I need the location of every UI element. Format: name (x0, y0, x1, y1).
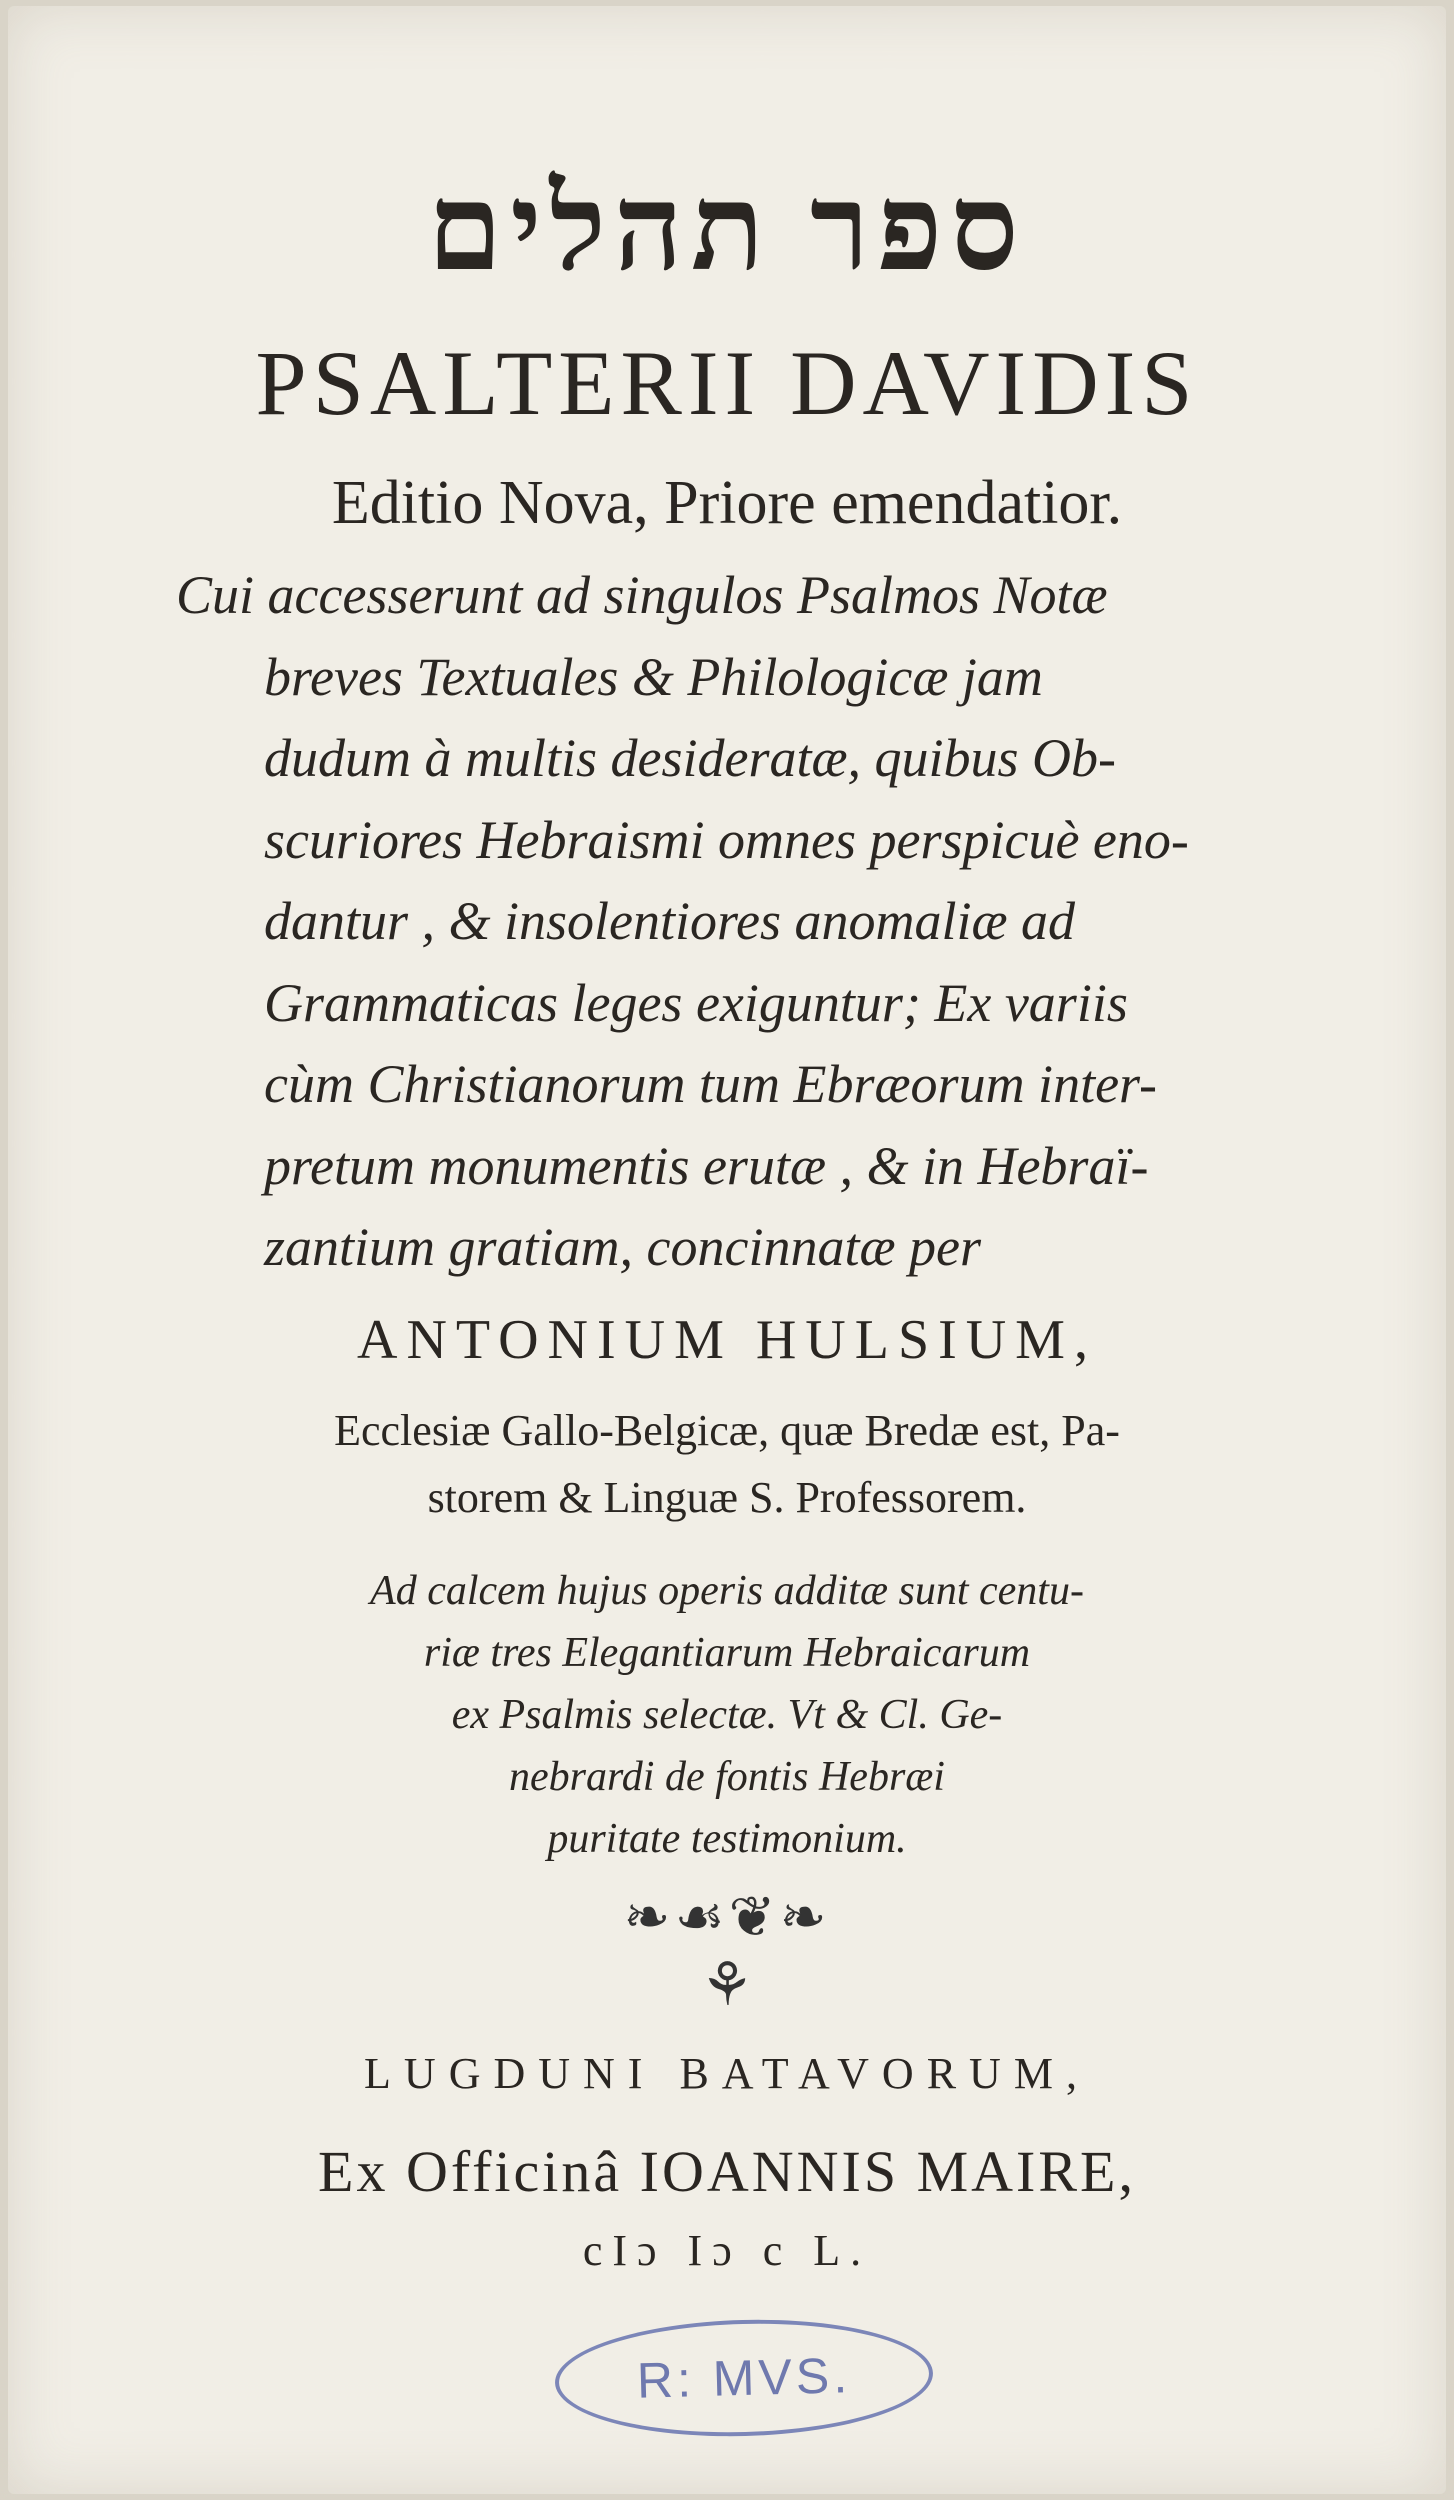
author-name: ANTONIUM HULSIUM, (357, 1309, 1097, 1371)
additional-line: puritate testimonium. (547, 1816, 907, 1862)
description-line: scuriores Hebraismi omnes perspicuè eno- (264, 809, 1189, 870)
author-office-line: storem & Linguæ S. Professorem. (427, 1473, 1027, 1522)
library-stamp: R: MVS. (554, 2315, 935, 2441)
additional-line: nebrardi de fontis Hebræi (509, 1754, 945, 1800)
imprint-publisher: Ex Officinâ IOANNIS MAIRE, (318, 2139, 1136, 2204)
additional-line: ex Psalmis selectæ. Vt & Cl. Ge- (451, 1692, 1003, 1738)
ornament-icon: ❧☙❦❧ (623, 1887, 831, 1949)
imprint-year: cIɔ Iɔ c L. (582, 2226, 872, 2275)
flourish-icon: ⚘ (700, 1952, 754, 2018)
edition-line: Editio Nova, Priore emendatior. (331, 469, 1123, 537)
description-line: Grammaticas leges exiguntur; Ex variis (264, 972, 1128, 1033)
additional-line: riæ tres Elegantiarum Hebraicarum (423, 1630, 1031, 1676)
description-line: zantium gratiam, concinnatæ per (264, 1217, 981, 1277)
description-line: breves Textuales & Philologicæ jam (264, 646, 1043, 707)
additional-contents (0, 1560, 1454, 1870)
main-title: PSALTERII DAVIDIS (255, 332, 1199, 434)
imprint-city: LUGDUNI BATAVORUM, (364, 2049, 1090, 2098)
description-line: dudum à multis desideratæ, quibus Ob- (264, 728, 1117, 788)
description-line: pretum monumentis erutæ , & in Hebraï- (264, 1135, 1149, 1196)
description-line: Cui accesserunt ad singulos Psalmos Notæ (176, 565, 1108, 625)
description-line: cùm Christianorum tum Ebræorum inter- (264, 1054, 1157, 1114)
hebrew-title: ספר תהלים (427, 162, 1027, 295)
description-line: dantur , & insolentiores anomaliæ ad (264, 891, 1076, 951)
description-paragraph (176, 555, 1320, 1289)
additional-line: Ad calcem hujus operis additæ sunt centu- (370, 1568, 1084, 1614)
author-office-line: Ecclesiæ Gallo-Belgicæ, quæ Bredæ est, Pa- (334, 1406, 1120, 1455)
